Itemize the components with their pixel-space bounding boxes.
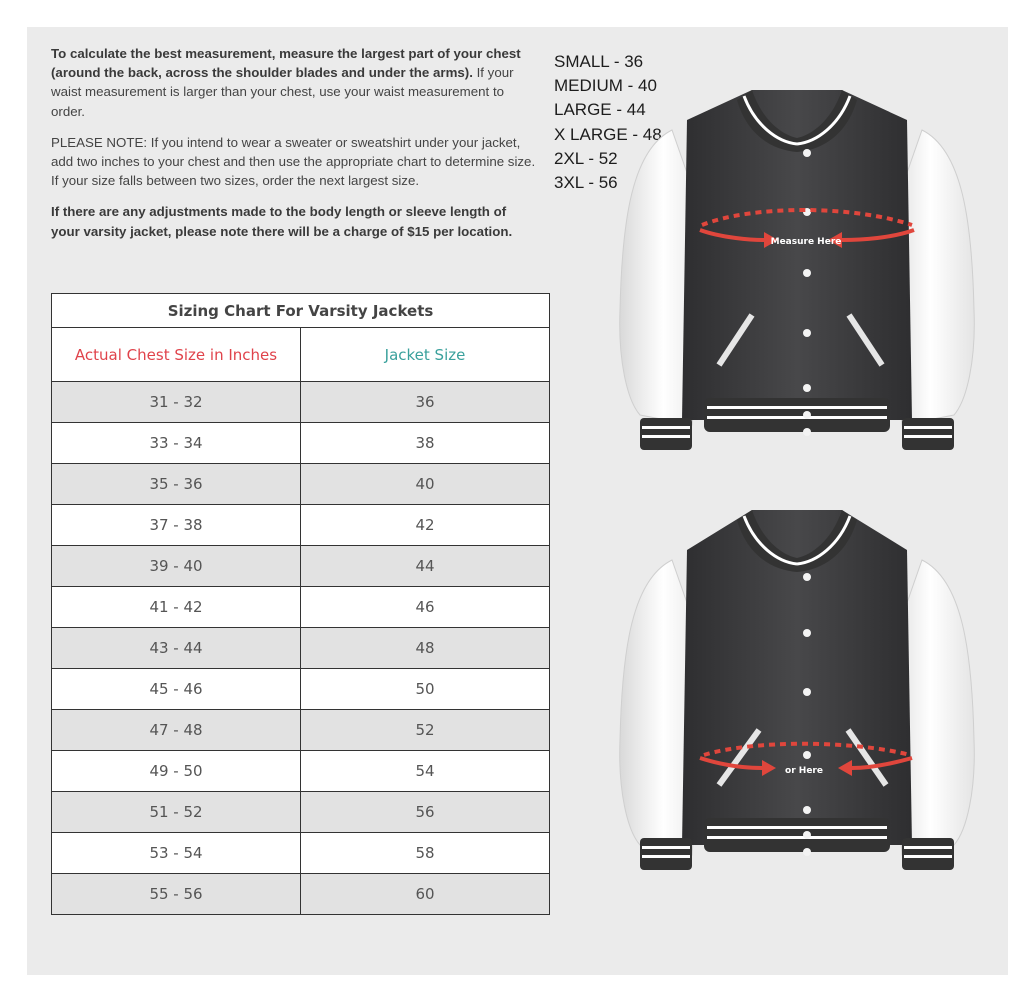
jacket-size-cell: 60: [301, 874, 550, 915]
table-row: [52, 464, 550, 505]
chest-size-cell: 33 - 34: [52, 423, 301, 464]
jacket-size-cell: 42: [301, 505, 550, 546]
table-body: [52, 382, 550, 915]
measure-here-label: Measure Here: [770, 237, 842, 247]
chest-size-cell: 37 - 38: [52, 505, 301, 546]
chest-size-cell: 45 - 46: [52, 669, 301, 710]
jacket-size-cell: 58: [301, 833, 550, 874]
size-list-item: LARGE - 44: [554, 100, 646, 120]
chest-size-cell: 43 - 44: [52, 628, 301, 669]
chest-size-cell: 35 - 36: [52, 464, 301, 505]
jacket-size-cell: 48: [301, 628, 550, 669]
table-row: [52, 587, 550, 628]
jacket-size-cell: 36: [301, 382, 550, 423]
size-list-item: MEDIUM - 40: [554, 76, 657, 96]
sizing-table: [51, 293, 550, 915]
chest-size-cell: 41 - 42: [52, 587, 301, 628]
instruction-text: If your waist measurement is larger than your chest, use your waist measurement to order.: [51, 65, 514, 119]
header-chest-size: Actual Chest Size in Inches: [52, 328, 301, 382]
jacket-size-cell: 46: [301, 587, 550, 628]
header-jacket-size: Jacket Size: [301, 328, 550, 382]
chest-size-cell: 55 - 56: [52, 874, 301, 915]
chest-size-cell: 51 - 52: [52, 792, 301, 833]
jacket-size-cell: 50: [301, 669, 550, 710]
jacket-size-cell: 44: [301, 546, 550, 587]
size-list-item: 2XL - 52: [554, 148, 618, 168]
table-row: [52, 874, 550, 915]
table-row: [52, 792, 550, 833]
table-row: [52, 546, 550, 587]
table-row: [52, 505, 550, 546]
jacket-size-cell: 56: [301, 792, 550, 833]
jacket-waist-illustration: [592, 500, 1002, 885]
instruction-paragraph-2: PLEASE NOTE: If you intend to wear a sweater or sweatshirt under your jacket, add two inches to your chest and then use the appropriate chart to determine size. If your size falls between two sizes, order the next largest size.: [51, 134, 536, 189]
table-row: [52, 669, 550, 710]
jacket-size-cell: 40: [301, 464, 550, 505]
table-row: [52, 833, 550, 874]
table-row: [52, 751, 550, 792]
chest-size-cell: 49 - 50: [52, 751, 301, 792]
jacket-chest-illustration: [592, 80, 1002, 465]
chest-size-cell: 53 - 54: [52, 833, 301, 874]
table-row: [52, 710, 550, 751]
size-list-item: SMALL - 36: [554, 52, 644, 71]
chest-size-cell: 39 - 40: [52, 546, 301, 587]
instructions: [51, 44, 536, 262]
table-row: [52, 628, 550, 669]
chest-size-cell: 31 - 32: [52, 382, 301, 423]
table-row: [52, 382, 550, 423]
jacket-size-cell: 52: [301, 710, 550, 751]
size-list-item: X LARGE - 48: [554, 124, 662, 144]
instruction-paragraph-3: [51, 202, 536, 250]
jacket-size-cell: 38: [301, 423, 550, 464]
or-here-label: or Here: [785, 766, 823, 776]
table-row: [52, 423, 550, 464]
size-list-item: 3XL - 56: [554, 173, 618, 193]
instruction-bold-text: To calculate the best measurement, measure the largest part of your chest (around the back, across the shoulder blades and under the arms).: [51, 46, 521, 81]
jacket-size-cell: 54: [301, 751, 550, 792]
table-caption: Sizing Chart For Varsity Jackets: [52, 294, 550, 328]
instruction-paragraph-1: [51, 44, 536, 121]
chest-size-cell: 47 - 48: [52, 710, 301, 751]
adjustment-note: If there are any adjustments made to the body length or sleeve length of your varsity jacket, please note there will be a charge of $15 per location.: [51, 204, 513, 239]
